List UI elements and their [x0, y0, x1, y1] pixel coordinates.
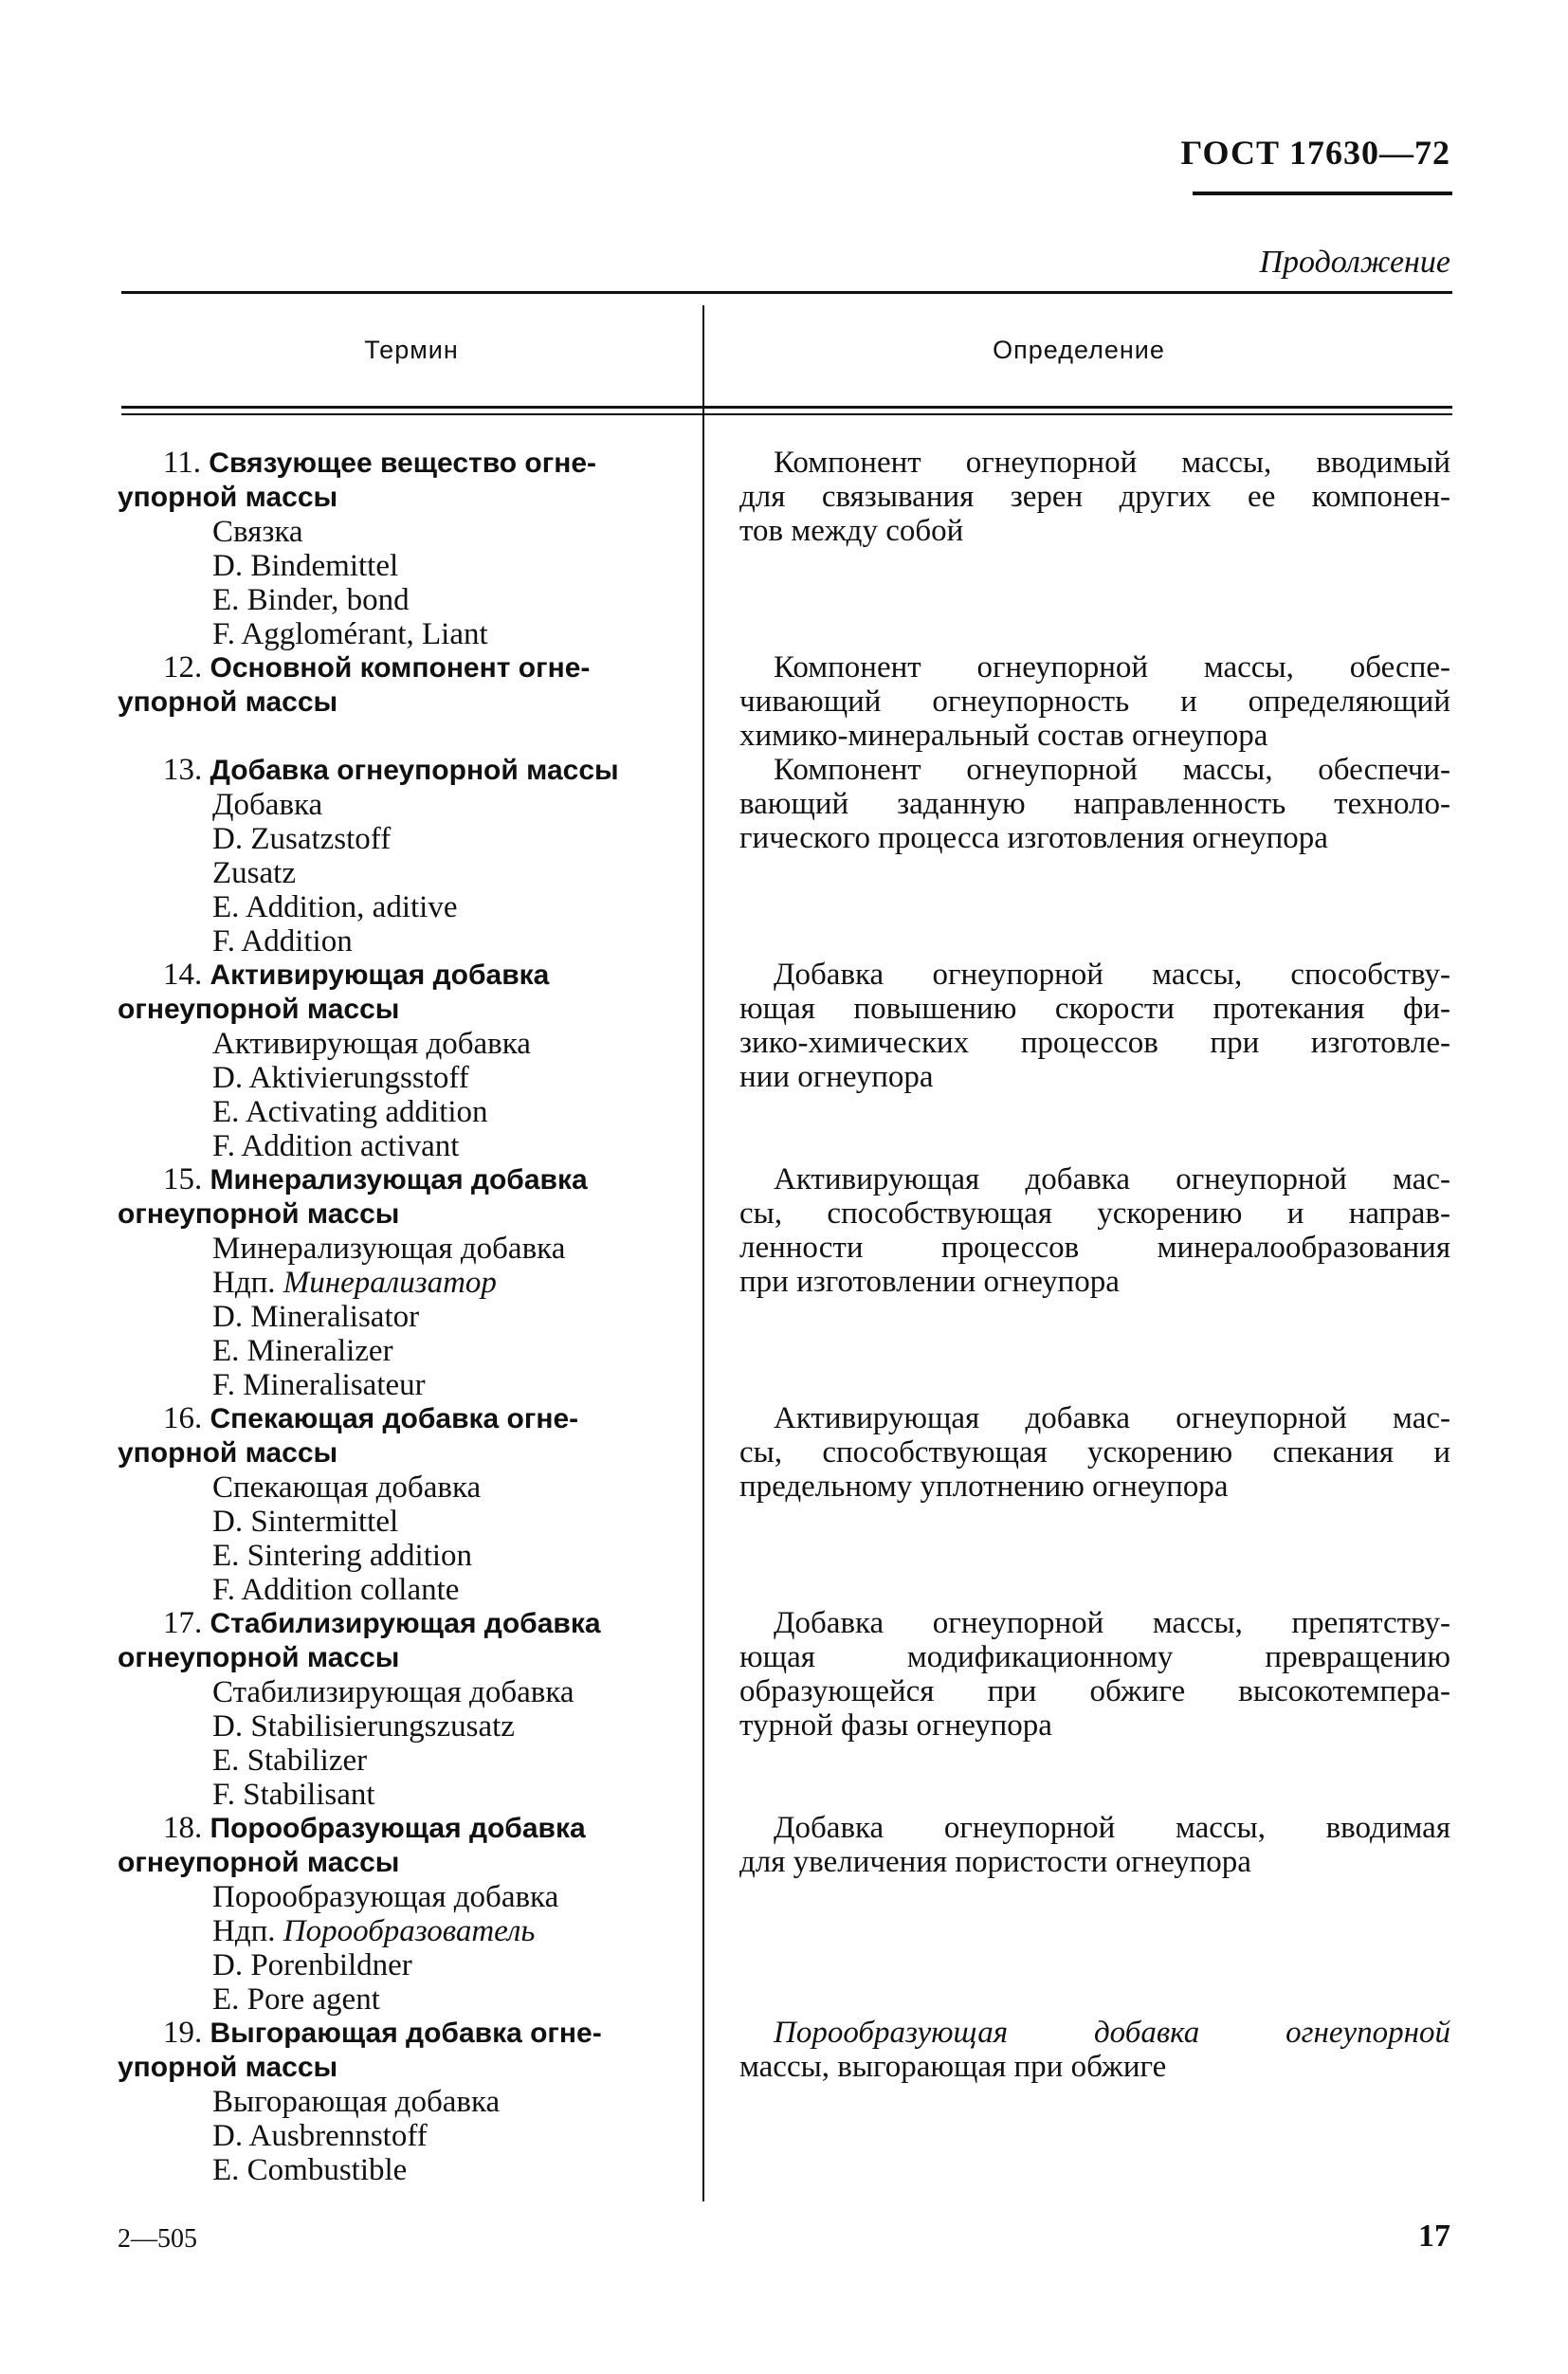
- definition-text: [739, 1162, 1450, 1299]
- term-number: 12.: [163, 650, 210, 685]
- term-synonym: Ндп. Минерализатор: [212, 1266, 497, 1300]
- term-synonym: E. Stabilizer: [212, 1744, 368, 1778]
- term-heading-first-line: [118, 1401, 675, 1436]
- term-entry: [118, 1811, 675, 2017]
- term-number: 14.: [163, 958, 210, 992]
- definition-text: [739, 1811, 1450, 1879]
- definition-line: Компонент огнеупорной массы, обеспе-: [774, 650, 1450, 685]
- definition-line: при изготовлении огнеупора: [739, 1265, 1120, 1299]
- term-synonym: F. Mineralisateur: [212, 1368, 426, 1402]
- term-synonym: Активирующая добавка: [212, 1027, 531, 1061]
- definition-line: массы, выгорающая при обжиге: [739, 2050, 1167, 2084]
- definition-text: [739, 446, 1450, 548]
- term-entry: [118, 650, 675, 720]
- definition-line: вающий заданную направленность техноло-: [739, 787, 1450, 821]
- term-synonym: Выгорающая добавка: [212, 2085, 501, 2119]
- term-heading-first-line: [118, 1162, 675, 1197]
- term-number: 15.: [163, 1162, 210, 1196]
- deprecated-term: Порообразователь: [283, 1914, 536, 1948]
- term-heading-first-line: [118, 1811, 675, 1846]
- term-synonym: E. Activating addition: [212, 1095, 488, 1129]
- term-heading-text: Связующее вещество огне-: [209, 447, 597, 479]
- deprecated-term: Минерализатор: [283, 1266, 497, 1300]
- term-synonym: F. Agglomérant, Liant: [212, 617, 488, 651]
- definition-line: ющая повышению скорости протекания фи-: [739, 992, 1450, 1026]
- term-heading-line: упорной массы: [118, 1437, 338, 1469]
- term-heading-text: Добавка огнеупорной массы: [210, 755, 619, 786]
- term-synonym: Минерализующая добавка: [212, 1232, 566, 1266]
- term-heading-text: Активирующая добавка: [210, 959, 550, 991]
- term-synonym: E. Combustible: [212, 2153, 408, 2187]
- definition-text: [739, 650, 1450, 753]
- term-number: 16.: [163, 1401, 210, 1435]
- term-synonym: D. Sintermittel: [212, 1505, 399, 1539]
- term-synonym: E. Mineralizer: [212, 1334, 393, 1368]
- term-heading-line: огнеупорной массы: [118, 1847, 400, 1878]
- header-rule-double: [121, 413, 1452, 415]
- definition-text: [739, 753, 1450, 855]
- term-heading-first-line: [118, 2016, 675, 2051]
- term-heading-text: Основной компонент огне-: [210, 652, 591, 684]
- term-entry: [118, 1606, 675, 1812]
- print-mark: 2—505: [118, 2224, 197, 2254]
- definition-line: образующейся при обжиге высокотемпера-: [739, 1674, 1450, 1708]
- term-heading-first-line: [118, 753, 675, 788]
- definition-text: [739, 1401, 1450, 1504]
- term-synonym: D. Bindemittel: [212, 549, 399, 583]
- definition-line: Активирующая добавка огнеупорной мас-: [774, 1401, 1450, 1435]
- term-synonym: Добавка: [212, 788, 323, 822]
- term-entry: [118, 1401, 675, 1607]
- column-header-definition: Определение: [993, 336, 1165, 364]
- term-synonym: D. Ausbrennstoff: [212, 2119, 428, 2153]
- definition-line: Компонент огнеупорной массы, вводимый: [774, 446, 1450, 480]
- term-synonym: Стабилизирующая добавка: [212, 1675, 574, 1709]
- term-heading-line: огнеупорной массы: [118, 994, 400, 1025]
- term-heading-text: Минерализующая добавка: [210, 1164, 588, 1196]
- definition-line: турной фазы огнеупора: [739, 1708, 1052, 1743]
- term-synonym: Связка: [212, 515, 303, 549]
- term-heading-first-line: [118, 650, 675, 685]
- definition-line: для увеличения пористости огнеупора: [739, 1845, 1251, 1879]
- term-number: 18.: [163, 1811, 210, 1845]
- term-synonym: D. Porenbildner: [212, 1948, 412, 1982]
- term-synonym: E. Binder, bond: [212, 583, 410, 617]
- term-synonym: E. Addition, aditive: [212, 890, 458, 924]
- term-synonym: Ндп. Порообразователь: [212, 1914, 536, 1948]
- term-number: 13.: [163, 753, 210, 787]
- term-heading-text: Спекающая добавка огне-: [210, 1403, 579, 1434]
- column-header-term: Термин: [364, 336, 459, 364]
- term-heading-text: Выгорающая добавка огне-: [210, 2018, 602, 2049]
- definition-text: [739, 958, 1450, 1094]
- definition-line: Добавка огнеупорной массы, препятству-: [774, 1606, 1450, 1640]
- definition-line: химико-минеральный состав огнеупора: [739, 719, 1268, 753]
- continuation-label: Продолжение: [1259, 245, 1450, 280]
- definition-line: Добавка огнеупорной массы, способству-: [774, 958, 1450, 992]
- term-entry: [118, 2016, 675, 2187]
- definition-line: ленности процессов минералообразования: [739, 1231, 1450, 1265]
- term-entry: [118, 1162, 675, 1402]
- definition-line: для связывания зерен других ее компонен-: [739, 480, 1450, 514]
- term-heading-first-line: [118, 446, 675, 481]
- term-heading-text: Стабилизирующая добавка: [210, 1608, 601, 1639]
- std-code: ГОСТ 17630—72: [1180, 134, 1450, 172]
- term-number: 17.: [163, 1606, 210, 1640]
- term-number: 11.: [163, 446, 210, 480]
- std-code-underline: [1193, 192, 1452, 195]
- term-entry: [118, 446, 675, 651]
- definition-line: сы, способствующая ускорению спекания и: [739, 1435, 1450, 1470]
- term-heading-line: упорной массы: [118, 686, 338, 718]
- term-synonym: F. Addition collante: [212, 1573, 460, 1607]
- term-number: 19.: [163, 2016, 210, 2050]
- definition-line: сы, способствующая ускорению и направ-: [739, 1196, 1450, 1231]
- term-synonym: D. Mineralisator: [212, 1300, 420, 1334]
- table-top-rule: [121, 291, 1452, 294]
- definition-line: гического процесса изготовления огнеупора: [739, 821, 1328, 855]
- page-number: 17: [1418, 2219, 1450, 2254]
- term-synonym: D. Zusatzstoff: [212, 822, 392, 856]
- definition-text: [739, 1606, 1450, 1743]
- term-synonym: F. Stabilisant: [212, 1778, 375, 1812]
- definition-line: Активирующая добавка огнеупорной мас-: [774, 1162, 1450, 1196]
- term-heading-line: упорной массы: [118, 2052, 338, 2083]
- definition-line: предельному уплотнению огнеупора: [739, 1470, 1229, 1504]
- term-heading-line: огнеупорной массы: [118, 1198, 400, 1230]
- definition-text: [739, 2016, 1450, 2084]
- term-synonym: E. Sintering addition: [212, 1539, 473, 1573]
- definition-line: Добавка огнеупорной массы, вводимая: [774, 1811, 1450, 1845]
- header-rule: [121, 406, 1452, 409]
- term-synonym: F. Addition activant: [212, 1129, 460, 1163]
- definition-line: нии огнеупора: [739, 1060, 934, 1094]
- term-heading-first-line: [118, 958, 675, 993]
- term-entry: [118, 958, 675, 1163]
- term-synonym: Zusatz: [212, 856, 296, 890]
- definition-line: Порообразующая добавка огнеупорной: [774, 2016, 1450, 2050]
- term-synonym: Спекающая добавка: [212, 1470, 482, 1505]
- definition-line: Компонент огнеупорной массы, обеспечи-: [774, 753, 1450, 787]
- term-synonym: D. Aktivierungsstoff: [212, 1061, 469, 1095]
- column-divider: [702, 305, 704, 2201]
- term-entry: [118, 753, 675, 959]
- term-synonym: F. Addition: [212, 924, 353, 959]
- term-synonym: Порообразующая добавка: [212, 1880, 559, 1914]
- definition-line: тов между собой: [739, 514, 964, 548]
- term-heading-first-line: [118, 1606, 675, 1641]
- term-synonym: E. Pore agent: [212, 1982, 380, 2017]
- term-heading-text: Порообразующая добавка: [210, 1813, 586, 1844]
- definition-line: чивающий огнеупорность и определяющий: [739, 685, 1450, 719]
- definition-line: ющая модификационному превращению: [739, 1640, 1450, 1674]
- term-heading-line: огнеупорной массы: [118, 1642, 400, 1673]
- definition-line: зико-химических процессов при изготовле-: [739, 1026, 1450, 1060]
- term-synonym: D. Stabilisierungszusatz: [212, 1709, 515, 1744]
- term-heading-line: упорной массы: [118, 482, 338, 513]
